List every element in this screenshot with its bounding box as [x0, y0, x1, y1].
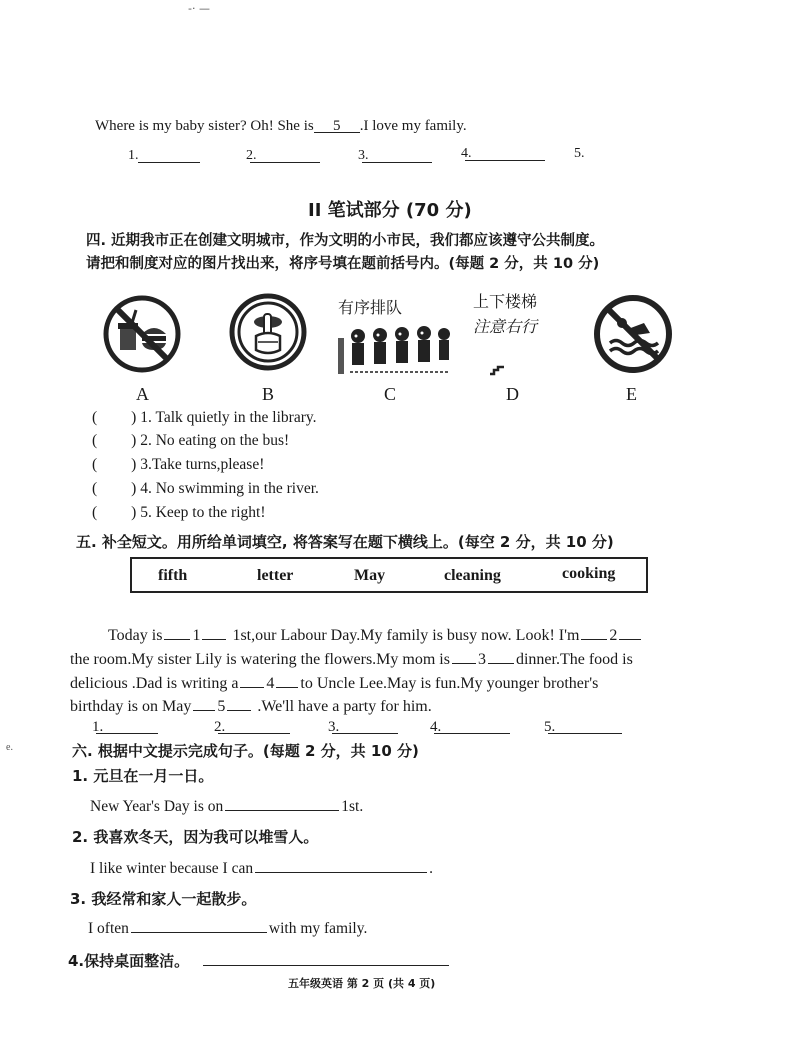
word-cooking: cooking [562, 565, 616, 582]
sign-letter-d: D [506, 384, 519, 404]
q6-heading: 六. 根据中文提示完成句子。(每题 2 分，共 10 分) [72, 742, 419, 760]
q6-blank-4[interactable] [203, 951, 449, 966]
q4-item-text: 3.Take turns,please! [140, 456, 265, 473]
paren-close: ) [131, 456, 137, 473]
top-blank-number: 5 [332, 118, 341, 134]
word-letter: letter [257, 567, 294, 584]
section-title: II 笔试部分 (70 分) [308, 200, 472, 221]
q6-item-1-cn: 1. 元旦在一月一日。 [72, 767, 214, 785]
passage-line-1: Today is 1 1st,our Labour Day.My family is busy now. Look! I'm 2 [108, 624, 641, 648]
passage-line-3: delicious .Dad is writing a 4 to Uncle Lee.May is fun.My younger brother's [70, 675, 599, 692]
quiet-icon [228, 292, 308, 372]
paren-open[interactable]: ( [92, 409, 98, 426]
top-sentence-pre: Where is my baby sister? Oh! She is [95, 118, 314, 134]
blank-number-5: 5 [217, 698, 226, 715]
blank-number-2: 2 [609, 627, 618, 644]
top-blank[interactable] [314, 118, 360, 133]
blank-number-3: 3 [477, 651, 486, 668]
no-food-drink-icon [102, 294, 182, 374]
q4-item-5 [92, 504, 265, 522]
q6-item-1-en: New Year's Day is on 1st. [90, 798, 364, 815]
q5-heading: 五. 补全短文。用所给单词填空, 将答案写在题下横线上。(每空 2 分，共 10 分) [76, 533, 614, 551]
q4-item-text: 2. No eating on the bus! [140, 432, 290, 449]
paren-open[interactable]: ( [92, 432, 98, 449]
q4-item-3 [92, 456, 264, 474]
word-fifth: fifth [158, 567, 188, 584]
paren-close: ) [131, 409, 137, 426]
q4-item-4 [92, 480, 319, 498]
q4-item-text: 5. Keep to the right! [140, 504, 266, 521]
sign-letter-b: B [262, 384, 275, 404]
passage-line-4: birthday is on May 5 .We'll have a party for him. [70, 698, 432, 715]
q4-heading-line2: 请把和制度对应的图片找出来，将序号填在题前括号内。(每题 2 分，共 10 分) [86, 256, 600, 272]
header-marks: -· — [188, 2, 210, 15]
sign-letter-e: E [626, 384, 637, 404]
sign-c-caption: 有序排队 [338, 298, 403, 317]
word-may: May [354, 567, 386, 584]
passage-line-2: the room.My sister Lily is watering the flowers.My mom is 3 dinner.The food is [70, 651, 633, 668]
sign-d-caption-1: 上下楼梯 [473, 292, 538, 311]
q6-item-2-cn: 2. 我喜欢冬天，因为我可以堆雪人。 [72, 828, 319, 846]
queue-icon [336, 320, 454, 378]
paren-open[interactable]: ( [92, 456, 98, 473]
top-sentence-post: .I love my family. [359, 118, 467, 134]
q4-item-text: 4. No swimming in the river. [140, 480, 319, 497]
q4-item-2 [92, 432, 289, 450]
word-cleaning: cleaning [444, 567, 501, 584]
q6-item-3-en: I often with my family. [88, 920, 368, 937]
q6-item-2-en: I like winter because I can . [90, 860, 433, 877]
q4-item-1 [92, 409, 317, 427]
q6-blank-1[interactable] [225, 796, 339, 811]
page-footer: 五年级英语 第 2 页 (共 4 页) [288, 977, 436, 990]
q4-heading-line1: 四. 近期我市正在创建文明城市，作为文明的小市民，我们都应该遵守公共制度。 [86, 233, 605, 249]
sign-letter-a: A [136, 384, 149, 404]
paren-close: ) [131, 432, 137, 449]
q6-blank-2[interactable] [255, 858, 427, 873]
no-swimming-icon [592, 293, 674, 375]
word-box [130, 557, 648, 593]
paren-open[interactable]: ( [92, 480, 98, 497]
top-sentence [95, 118, 467, 135]
q4-item-text: 1. Talk quietly in the library. [140, 409, 317, 426]
q6-item-4-cn: 4.保持桌面整洁。 [68, 950, 449, 971]
paren-close: ) [131, 504, 137, 521]
paren-close: ) [131, 480, 137, 497]
q6-blank-3[interactable] [131, 918, 267, 933]
blank-number-4: 4 [266, 675, 275, 692]
paren-open[interactable]: ( [92, 504, 98, 521]
stairs-icon [488, 360, 512, 376]
q6-item-3-cn: 3. 我经常和家人一起散步。 [70, 890, 257, 908]
sign-d-caption-2: 注意右行 [473, 317, 538, 336]
sign-letter-c: C [384, 384, 397, 404]
blank-number-1: 1 [192, 627, 201, 644]
margin-mark: e. [6, 742, 13, 753]
